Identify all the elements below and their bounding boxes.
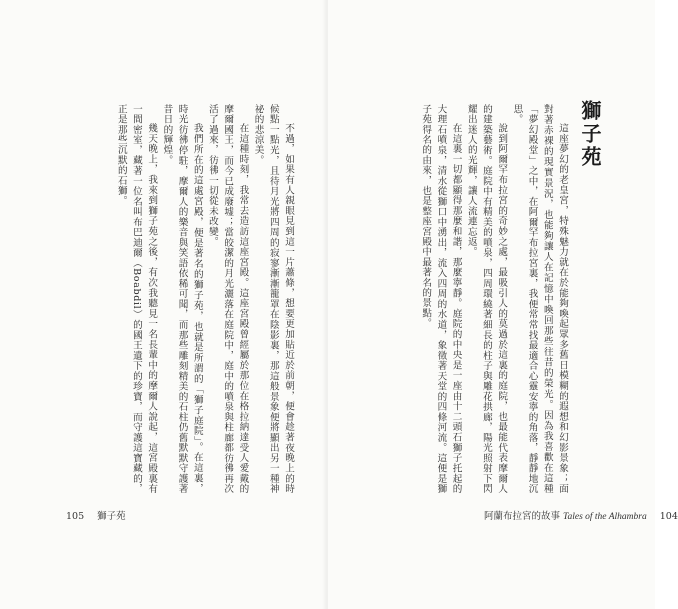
chapter-title: 獅子苑 bbox=[578, 100, 602, 169]
left-page-body bbox=[58, 104, 296, 494]
right-running-head-en: Tales of the Alhambra bbox=[563, 512, 647, 522]
right-page-number: 104 bbox=[659, 511, 678, 522]
right-paragraph: 說到阿爾罕布拉宮的奇妙之處，最吸引人的莫過於這裏的庭院，也最能代表摩爾人的建築藝術。庭院中有精美的噴泉，四周環繞著細長的柱子與雕花拱廊，陽光照射下閃耀出迷人的光輝，讓人流連忘返。 bbox=[465, 104, 508, 494]
right-running-head: 阿蘭布拉宮的故事 bbox=[484, 511, 561, 522]
left-paragraph: 在這種時刻，我常去造訪這座宮殿。這座宮殿曾經屬於那位在格拉納達受人愛戴的摩爾國王，而今已成廢墟；當皎潔的月光灑落在庭院中，庭中的噴泉與柱廊都彷彿再次活了過來，彷彿一切從未改變。 bbox=[206, 104, 249, 494]
left-paragraph: 我們所在的這處宮殿，便是著名的獅子苑，也就是所謂的「獅子庭院」。在這裏，時光彷彿停駐，摩爾人的樂音與笑語依稀可聞，而那些雕刻精美的石柱仍舊默默守護著昔日的輝煌。 bbox=[161, 104, 203, 494]
left-footer bbox=[66, 508, 126, 522]
right-paragraph: 在這裏一切都顯得那麼和諧，那麼寧靜。庭院的中央是一座由十二頭石獅子托起的大理石噴泉，清水從獅口中湧出，流入四周的水道，象徵著天堂的四條河流。這便是獅子苑得名的由來，也是整座宮殿中最著名的景點。 bbox=[420, 104, 462, 494]
left-paragraph: 不過，如果有人親眼見到這一片蕭條，想要更加貼近於前朝，便會趁著夜晚上的時候點一點光，且待月光將四周的寂寥漸漸籠罩在陰影裏，那這般景象便將顯出另一種神祕的悲涼美。 bbox=[252, 104, 294, 494]
left-running-head: 獅子苑 bbox=[97, 511, 126, 522]
left-paragraph: 幾天晚上，我來到獅子苑之後，有次我聽見一名長輩中的摩爾人說起，這宮殿裏有一間密室，藏著一位名叫布巴迪爾（Boabdil）的國王遺下的珍寶，而守護這寶藏的，正是那些沉默的石獅。 bbox=[115, 104, 158, 494]
right-page-body bbox=[362, 104, 570, 494]
left-page-number: 105 bbox=[66, 511, 85, 522]
right-footer bbox=[484, 508, 678, 522]
right-paragraph: 這座夢幻的老皇宮，特殊魅力就在於能夠喚起眾多舊日模糊的遐想和幻影景象；面對著赤裸的現實景況，也能夠讓人在記憶中喚回那些往昔的榮光。因為我喜歡在這種「夢幻殿堂」之中，在阿爾罕布拉宮裏，我便常常找最適合心靈安寧的角落，靜靜地沉思。 bbox=[511, 104, 568, 494]
left-page bbox=[0, 0, 327, 609]
